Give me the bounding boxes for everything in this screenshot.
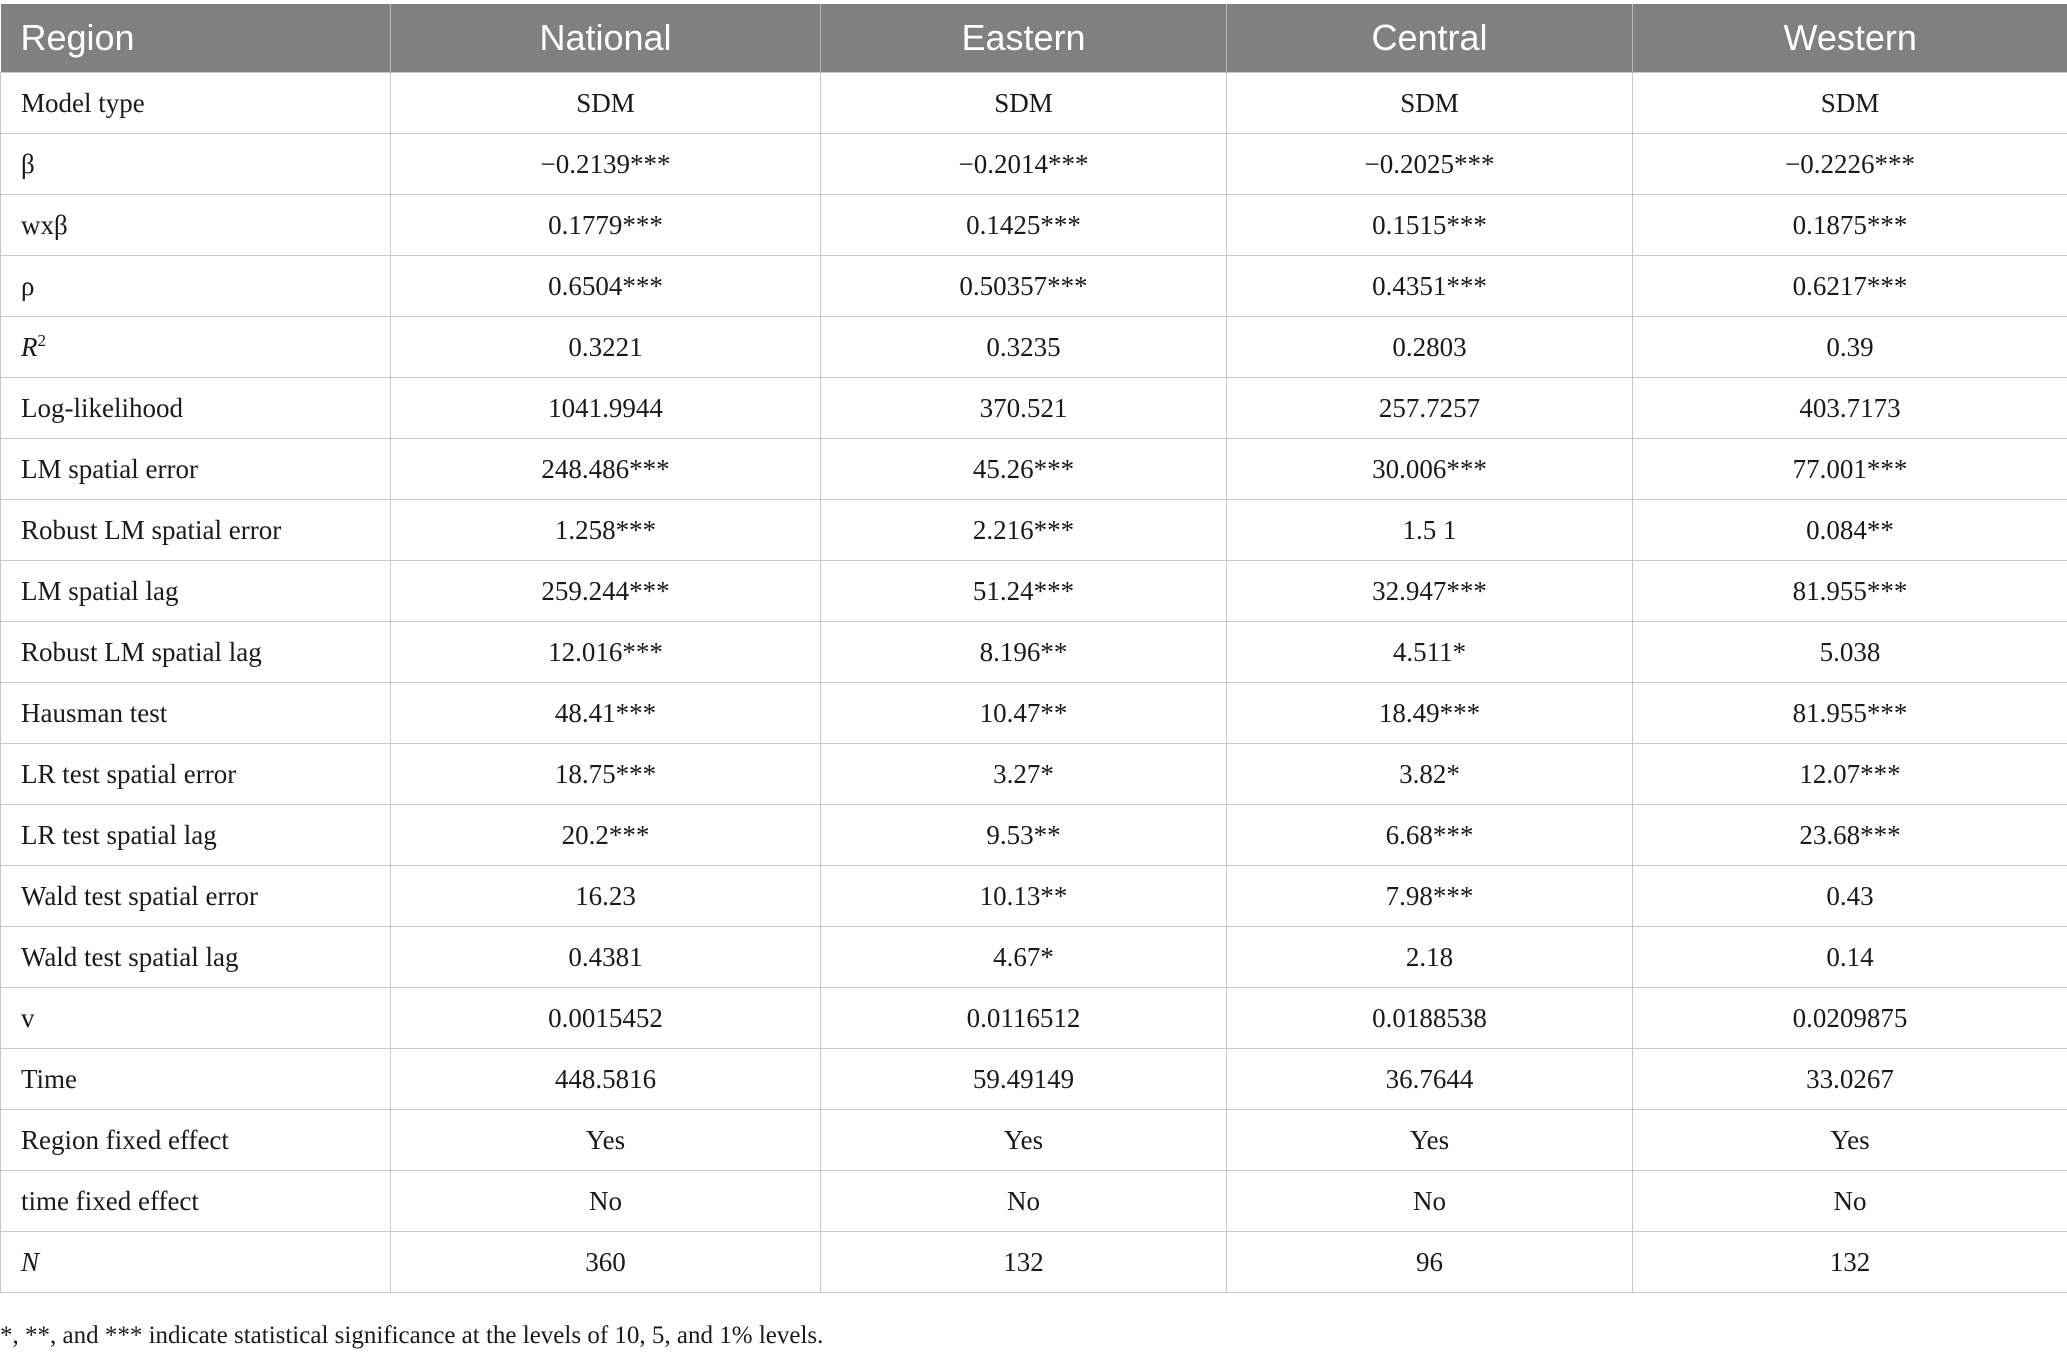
cell-eastern: 0.0116512	[821, 988, 1227, 1049]
cell-eastern: 59.49149	[821, 1049, 1227, 1110]
table-row	[1, 1110, 2067, 1171]
row-label-text: N	[21, 1246, 40, 1277]
row-label-superscript: 2	[37, 330, 46, 350]
cell-western: 81.955***	[1633, 561, 2067, 622]
cell-eastern: 8.196**	[821, 622, 1227, 683]
cell-central: 0.4351***	[1227, 256, 1633, 317]
cell-national: 259.244***	[391, 561, 821, 622]
row-label	[1, 439, 391, 500]
cell-eastern: No	[821, 1171, 1227, 1232]
cell-eastern: −0.2014***	[821, 134, 1227, 195]
table-row	[1, 439, 2067, 500]
row-label-text: time fixed effect	[21, 1185, 199, 1216]
cell-national: 0.3221	[391, 317, 821, 378]
cell-eastern: 3.27*	[821, 744, 1227, 805]
cell-national: 0.4381	[391, 927, 821, 988]
row-label	[1, 744, 391, 805]
cell-western: Yes	[1633, 1110, 2067, 1171]
cell-eastern: 51.24***	[821, 561, 1227, 622]
cell-western: 132	[1633, 1232, 2067, 1293]
row-label	[1, 1232, 391, 1293]
row-label-text: LR test spatial error	[21, 758, 237, 789]
row-label-text: Wald test spatial lag	[21, 941, 239, 972]
row-label	[1, 805, 391, 866]
cell-western: 77.001***	[1633, 439, 2067, 500]
row-label-text: ρ	[21, 270, 35, 301]
cell-national: 18.75***	[391, 744, 821, 805]
cell-national: 1.258***	[391, 500, 821, 561]
header-region: Region	[1, 4, 391, 73]
row-label-text: Robust LM spatial lag	[21, 636, 262, 667]
cell-western: 5.038	[1633, 622, 2067, 683]
cell-central: 6.68***	[1227, 805, 1633, 866]
cell-central: −0.2025***	[1227, 134, 1633, 195]
row-label-text: wxβ	[21, 209, 68, 240]
cell-national: 360	[391, 1232, 821, 1293]
cell-central: SDM	[1227, 73, 1633, 134]
row-label	[1, 1171, 391, 1232]
table-row	[1, 378, 2067, 439]
cell-central: 0.2803	[1227, 317, 1633, 378]
table-row	[1, 73, 2067, 134]
row-label	[1, 866, 391, 927]
table-body	[1, 73, 2067, 1293]
cell-central: 1.5 1	[1227, 500, 1633, 561]
cell-national: SDM	[391, 73, 821, 134]
cell-eastern: 10.47**	[821, 683, 1227, 744]
row-label-text: LM spatial lag	[21, 575, 179, 606]
table-row	[1, 256, 2067, 317]
header-eastern: Eastern	[821, 4, 1227, 73]
cell-western: 12.07***	[1633, 744, 2067, 805]
row-label	[1, 1110, 391, 1171]
table-row	[1, 1232, 2067, 1293]
header-national: National	[391, 4, 821, 73]
cell-central: 4.511*	[1227, 622, 1633, 683]
table-row	[1, 622, 2067, 683]
cell-central: Yes	[1227, 1110, 1633, 1171]
cell-national: 12.016***	[391, 622, 821, 683]
cell-eastern: 132	[821, 1232, 1227, 1293]
cell-western: 0.1875***	[1633, 195, 2067, 256]
row-label	[1, 500, 391, 561]
regression-table-container	[0, 4, 2067, 1293]
cell-national: 48.41***	[391, 683, 821, 744]
cell-national: 1041.9944	[391, 378, 821, 439]
table-row	[1, 500, 2067, 561]
row-label	[1, 1049, 391, 1110]
table-row	[1, 1171, 2067, 1232]
row-label-text: LM spatial error	[21, 453, 198, 484]
cell-western: 0.39	[1633, 317, 2067, 378]
cell-central: 36.7644	[1227, 1049, 1633, 1110]
row-label-text: Robust LM spatial error	[21, 514, 282, 545]
cell-western: 0.43	[1633, 866, 2067, 927]
row-label-text: v	[21, 1002, 35, 1033]
cell-western: −0.2226***	[1633, 134, 2067, 195]
cell-eastern: 9.53**	[821, 805, 1227, 866]
cell-eastern: 10.13**	[821, 866, 1227, 927]
cell-central: 30.006***	[1227, 439, 1633, 500]
table-row	[1, 866, 2067, 927]
cell-national: 16.23	[391, 866, 821, 927]
cell-central: 0.1515***	[1227, 195, 1633, 256]
cell-national: 20.2***	[391, 805, 821, 866]
cell-eastern: 0.50357***	[821, 256, 1227, 317]
regression-results-table	[0, 4, 2067, 1293]
cell-western: 0.14	[1633, 927, 2067, 988]
cell-central: No	[1227, 1171, 1633, 1232]
header-central: Central	[1227, 4, 1633, 73]
row-label-text: β	[21, 148, 35, 179]
row-label-text: R	[21, 331, 38, 362]
cell-western: 0.084**	[1633, 500, 2067, 561]
cell-eastern: 0.1425***	[821, 195, 1227, 256]
cell-western: 33.0267	[1633, 1049, 2067, 1110]
cell-eastern: 4.67*	[821, 927, 1227, 988]
cell-national: −0.2139***	[391, 134, 821, 195]
cell-national: 0.0015452	[391, 988, 821, 1049]
cell-central: 3.82*	[1227, 744, 1633, 805]
row-label	[1, 683, 391, 744]
cell-western: No	[1633, 1171, 2067, 1232]
table-row	[1, 195, 2067, 256]
cell-eastern: Yes	[821, 1110, 1227, 1171]
row-label-text: Wald test spatial error	[21, 880, 258, 911]
row-label	[1, 561, 391, 622]
cell-central: 2.18	[1227, 927, 1633, 988]
cell-western: 403.7173	[1633, 378, 2067, 439]
table-header	[1, 4, 2067, 73]
table-row	[1, 134, 2067, 195]
row-label-text: Region fixed effect	[21, 1124, 229, 1155]
table-row	[1, 988, 2067, 1049]
table-row	[1, 744, 2067, 805]
row-label-text: Model type	[21, 87, 145, 118]
cell-central: 96	[1227, 1232, 1633, 1293]
row-label	[1, 317, 391, 378]
cell-national: No	[391, 1171, 821, 1232]
row-label	[1, 378, 391, 439]
cell-western: SDM	[1633, 73, 2067, 134]
cell-national: 248.486***	[391, 439, 821, 500]
cell-national: 0.6504***	[391, 256, 821, 317]
header-western: Western	[1633, 4, 2067, 73]
row-label-text: Hausman test	[21, 697, 168, 728]
row-label	[1, 988, 391, 1049]
cell-eastern: SDM	[821, 73, 1227, 134]
row-label	[1, 256, 391, 317]
row-label-text: Log-likelihood	[21, 392, 183, 423]
cell-central: 32.947***	[1227, 561, 1633, 622]
cell-western: 0.6217***	[1633, 256, 2067, 317]
cell-western: 0.0209875	[1633, 988, 2067, 1049]
cell-eastern: 0.3235	[821, 317, 1227, 378]
cell-eastern: 2.216***	[821, 500, 1227, 561]
row-label	[1, 73, 391, 134]
cell-western: 81.955***	[1633, 683, 2067, 744]
cell-central: 18.49***	[1227, 683, 1633, 744]
table-row	[1, 683, 2067, 744]
row-label	[1, 927, 391, 988]
cell-national: 0.1779***	[391, 195, 821, 256]
row-label-text: LR test spatial lag	[21, 819, 217, 850]
cell-eastern: 45.26***	[821, 439, 1227, 500]
cell-central: 257.7257	[1227, 378, 1633, 439]
cell-eastern: 370.521	[821, 378, 1227, 439]
row-label-text: Time	[21, 1063, 78, 1094]
cell-national: 448.5816	[391, 1049, 821, 1110]
table-row	[1, 561, 2067, 622]
cell-western: 23.68***	[1633, 805, 2067, 866]
row-label	[1, 195, 391, 256]
row-label	[1, 622, 391, 683]
table-row	[1, 1049, 2067, 1110]
cell-national: Yes	[391, 1110, 821, 1171]
cell-central: 7.98***	[1227, 866, 1633, 927]
table-row	[1, 927, 2067, 988]
row-label	[1, 134, 391, 195]
table-row	[1, 317, 2067, 378]
table-footnote: *, **, and *** indicate statistical significance at the levels of 10, 5, and 1% levels.	[0, 1322, 824, 1349]
cell-central: 0.0188538	[1227, 988, 1633, 1049]
header-row	[1, 4, 2067, 73]
table-row	[1, 805, 2067, 866]
